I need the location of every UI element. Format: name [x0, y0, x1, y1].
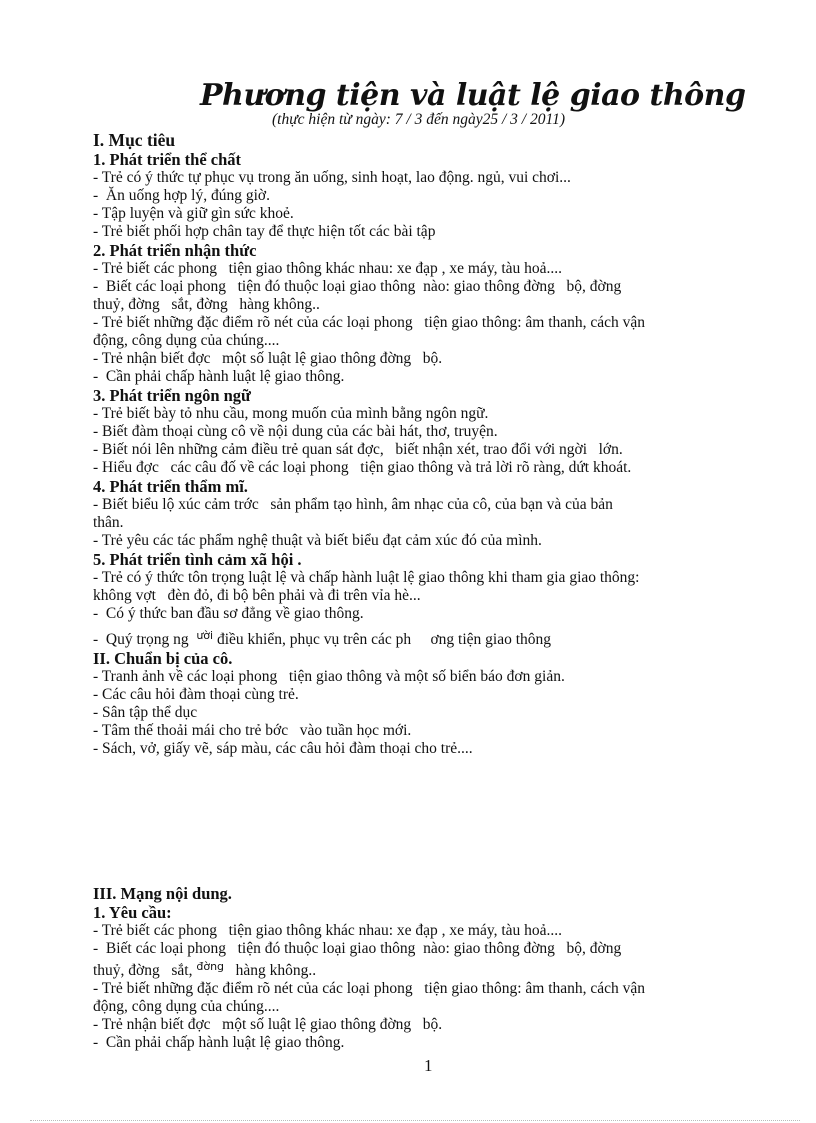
body-line: - Biết biểu lộ xúc cảm trớc sản phẩm tạo hình, âm nhạc của cô, của bạn và của bản — [93, 496, 613, 513]
raised-text-fragment: ười — [196, 629, 214, 642]
text-fragment: hàng không.. — [224, 962, 317, 979]
text-fragment: - Quý trọng ng — [93, 631, 197, 648]
body-line: thân. — [93, 514, 124, 531]
subsection-heading: 1. Yêu cầu: — [93, 903, 172, 922]
section-heading: II. Chuẩn bị của cô. — [93, 649, 233, 668]
body-line: - Ăn uống hợp lý, đúng giờ. — [93, 187, 270, 204]
body-line: - Sách, vở, giấy vẽ, sáp màu, các câu hỏi đàm thoại cho trẻ.... — [93, 740, 473, 757]
raised-text-fragment: đờng — [196, 960, 225, 973]
subsection-heading: 4. Phát triển thẩm mĩ. — [93, 477, 248, 496]
body-line: - Sân tập thể dục — [93, 704, 198, 721]
body-line: - Cần phải chấp hành luật lệ giao thông. — [93, 1034, 345, 1051]
body-line: - Tập luyện và giữ gìn sức khoẻ. — [93, 205, 294, 222]
body-line: - Cần phải chấp hành luật lệ giao thông. — [93, 368, 345, 385]
body-line: - Trẻ biết những đặc điểm rõ nét của các loại phong tiện giao thông: âm thanh, cách vận — [93, 980, 646, 997]
footer-divider — [30, 1120, 800, 1121]
body-line: động, công dụng của chúng.... — [93, 332, 280, 349]
body-line: - Có ý thức ban đầu sơ đẳng về giao thông. — [93, 605, 364, 622]
body-line — [93, 958, 773, 980]
body-line: - Tranh ảnh về các loại phong tiện giao thông và một số biển báo đơn giản. — [93, 668, 565, 685]
body-line: - Trẻ nhận biết đợc một số luật lệ giao thông đờng bộ. — [93, 1016, 443, 1033]
body-line: - Trẻ biết những đặc điểm rõ nét của các loại phong tiện giao thông: âm thanh, cách vận — [93, 314, 646, 331]
body-line: - Biết đàm thoại cùng cô về nội dung của các bài hát, thơ, truyện. — [93, 423, 498, 440]
body-line: - Các câu hỏi đàm thoại cùng trẻ. — [93, 686, 299, 703]
text-fragment: điều khiển, phục vụ trên các ph ơng tiện giao thông — [213, 631, 552, 648]
subsection-heading: 5. Phát triển tình cảm xã hội . — [93, 550, 302, 569]
body-line: - Trẻ có ý thức tôn trọng luật lệ và chấp hành luật lệ giao thông khi tham gia giao thông: — [93, 569, 640, 586]
body-line: - Trẻ biết bày tỏ nhu cầu, mong muốn của mình bằng ngôn ngữ. — [93, 405, 489, 422]
body-line: - Biết các loại phong tiện đó thuộc loại giao thông nào: giao thông đờng bộ, đờng — [93, 278, 622, 295]
body-line: - Trẻ có ý thức tự phục vụ trong ăn uống, sinh hoạt, lao động. ngủ, vui chơi... — [93, 169, 571, 186]
section-heading: I. Mục tiêu — [93, 130, 176, 150]
body-line: - Tâm thế thoải mái cho trẻ bớc vào tuần học mới. — [93, 722, 412, 739]
body-line: động, công dụng của chúng.... — [93, 998, 280, 1015]
body-line: - Biết các loại phong tiện đó thuộc loại giao thông nào: giao thông đờng bộ, đờng — [93, 940, 622, 957]
body-line: - Trẻ biết các phong tiện giao thông khác nhau: xe đạp , xe máy, tàu hoả.... — [93, 260, 563, 277]
body-line — [93, 627, 773, 649]
body-line: thuỷ, đờng sắt, đờng hàng không.. — [93, 296, 320, 313]
spacer — [93, 758, 773, 884]
text-fragment: thuỷ, đờng sắt, — [93, 962, 197, 979]
document-title: Phương tiện và luật lệ giao thông — [200, 78, 746, 113]
body-line: - Trẻ biết các phong tiện giao thông khác nhau: xe đạp , xe máy, tàu hoả.... — [93, 922, 563, 939]
body-line: - Trẻ biết phối hợp chân tay để thực hiện tốt các bài tập — [93, 223, 436, 240]
body-line: - Trẻ nhận biết đợc một số luật lệ giao thông đờng bộ. — [93, 350, 443, 367]
section-heading: III. Mạng nội dung. — [93, 884, 232, 903]
subsection-heading: 3. Phát triển ngôn ngữ — [93, 386, 251, 405]
body-line: - Trẻ yêu các tác phẩm nghệ thuật và biết biểu đạt cảm xúc đó của mình. — [93, 532, 542, 549]
document-subtitle: (thực hiện từ ngày: 7 / 3 đến ngày25 / 3 / 2011) — [272, 111, 565, 128]
page-number: 1 — [424, 1056, 433, 1075]
subsection-heading: 2. Phát triển nhận thức — [93, 241, 257, 260]
document-body — [93, 130, 773, 1052]
body-line: - Biết nói lên những cảm điều trẻ quan sát đợc, biết nhận xét, trao đổi với ngời lớn. — [93, 441, 623, 458]
subsection-heading: 1. Phát triển thể chất — [93, 150, 242, 169]
body-line: - Hiểu đợc các câu đố về các loại phong tiện giao thông và trả lời rõ ràng, dứt khoát. — [93, 459, 632, 476]
body-line: không vợt đèn đỏ, đi bộ bên phải và đi trên vỉa hè... — [93, 587, 421, 604]
